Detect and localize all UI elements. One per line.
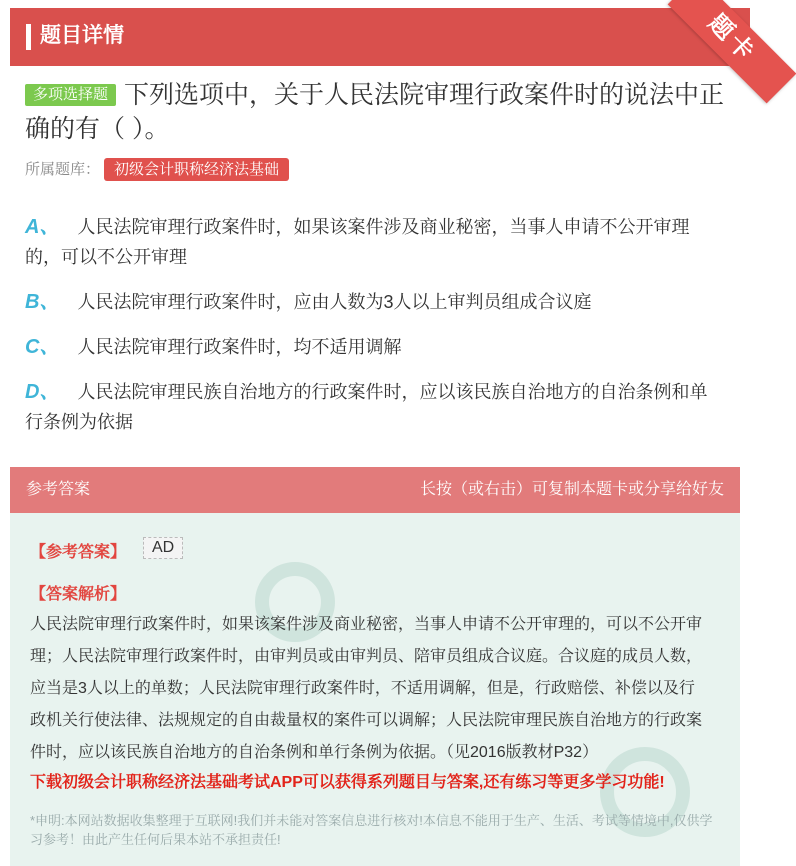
option-letter: C、 [25, 336, 60, 358]
corner-badge: 题卡 [668, 0, 796, 103]
copy-share-hint: 长按（或右击）可复制本题卡或分享给好友 [419, 481, 724, 498]
page-title: 题目详情 [40, 24, 124, 47]
question-type-tag: 多项选择题 [25, 84, 116, 106]
title-accent-bar [26, 24, 31, 50]
options-list [25, 212, 725, 452]
disclaimer-text: *申明:本网站数据收集整理于互联网!我们并未能对答案信息进行核对!本信息不能用于生产、生活、考试等情境中,仅供学习参考！由此产生任何后果本站不承担责任! [30, 813, 713, 847]
bank-name-tag[interactable]: 初级会计职称经济法基础 [104, 158, 289, 181]
option-c[interactable] [25, 332, 725, 362]
answer-header [10, 467, 740, 513]
option-text: 人民法院审理民族自治地方的行政案件时，应以该民族自治地方的自治条例和单行条例为依据 [25, 382, 708, 432]
reference-answer-label: 【参考答案】 [30, 544, 127, 561]
option-letter: B、 [25, 291, 60, 313]
app-download-promo[interactable]: 下载初级会计职称经济法基础考试APP可以获得系列题目与答案,还有练习等更多学习功能! [30, 774, 665, 791]
question-bank [25, 158, 289, 182]
option-b[interactable] [25, 287, 725, 317]
option-letter: A、 [25, 216, 60, 238]
reference-answer-value: AD [143, 537, 183, 559]
title-bar [10, 8, 750, 66]
option-text: 人民法院审理行政案件时，均不适用调解 [77, 337, 402, 357]
answer-header-title: 参考答案 [26, 481, 91, 498]
bank-label: 所属题库： [25, 161, 101, 178]
question-text: 下列选项中，关于人民法院审理行政案件时的说法中正确的有（ ）。 [25, 81, 725, 143]
analysis-text: 人民法院审理行政案件时，如果该案件涉及商业秘密，当事人申请不公开审理的，可以不公开审理；人民法院审理行政案件时，由审判员或由审判员、陪审员组成合议庭。合议庭的成员人数，应当是3人以上的单数；人民法院审理行政案件时，不适用调解，但是，行政赔偿、补偿以及行政机关行使法律、法规规定的自由裁量权的案件可以调解；人民法院审理民族自治地方的行政案件时，应以该民族自治地方的自治条例和单行条例为依据。（见2016版教材P32） [30, 616, 703, 761]
option-text: 人民法院审理行政案件时，如果该案件涉及商业秘密，当事人申请不公开审理的，可以不公开审理 [25, 217, 690, 267]
option-letter: D、 [25, 381, 60, 403]
question-stem [25, 78, 725, 146]
analysis-label: 【答案解析】 [30, 586, 127, 603]
option-a[interactable] [25, 212, 725, 272]
option-text: 人民法院审理行政案件时，应由人数为3人以上审判员组成合议庭 [77, 292, 592, 312]
option-d[interactable] [25, 377, 725, 437]
